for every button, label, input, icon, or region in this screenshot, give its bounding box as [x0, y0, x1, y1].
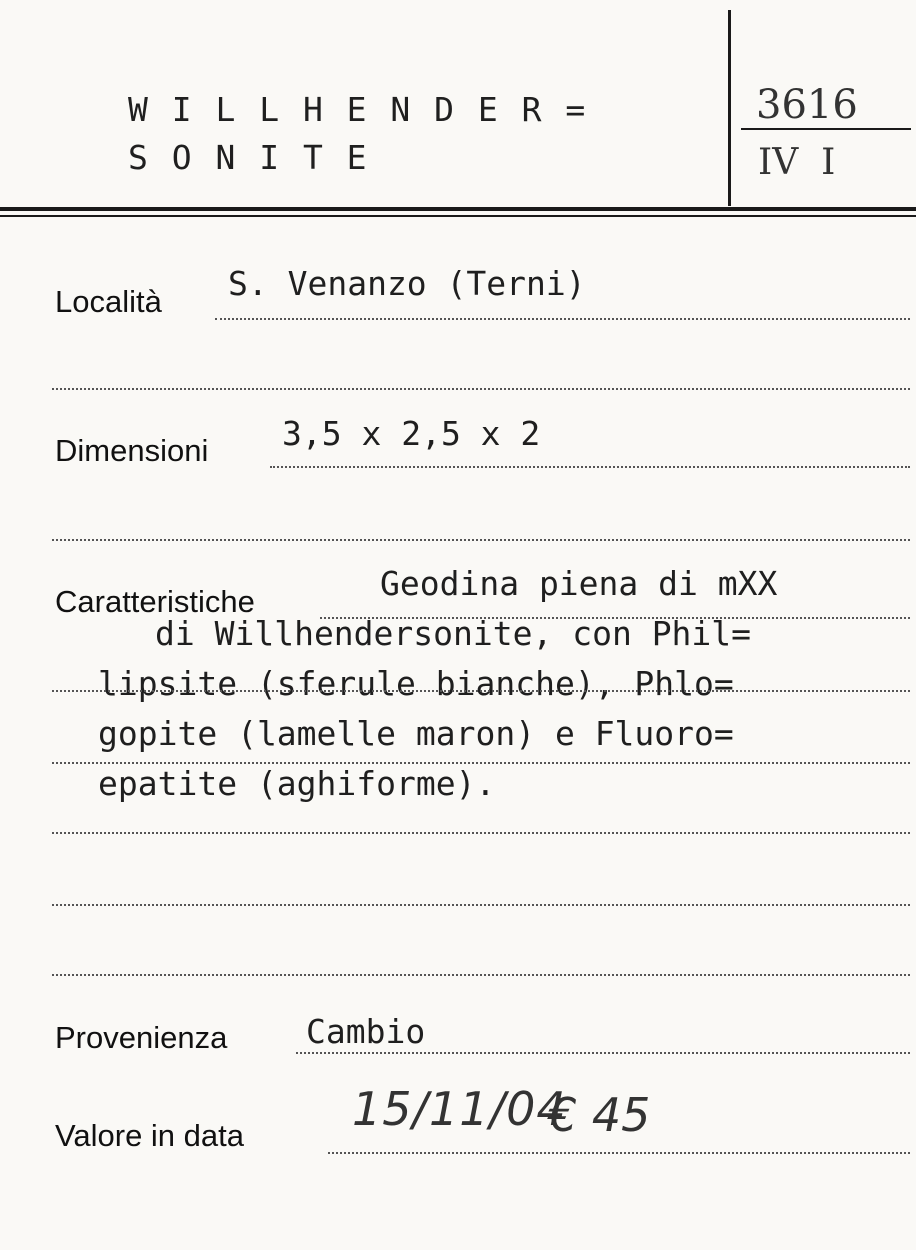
provenienza-value: Cambio	[306, 1012, 426, 1051]
dimensioni-label: Dimensioni	[55, 433, 209, 468]
caratteristiche-line-4: gopite (lamelle maron) e Fluoro=	[98, 714, 734, 753]
provenienza-label: Provenienza	[55, 1020, 228, 1055]
caratteristiche-line-2: di Willhendersonite, con Phil=	[155, 614, 752, 653]
caratteristiche-line-5: epatite (aghiforme).	[98, 764, 496, 803]
localita-value: S. Venanzo (Terni)	[228, 264, 586, 303]
caratteristiche-dots-5	[52, 904, 910, 906]
valore-date: 15/11/04	[352, 1082, 567, 1136]
header-rule-bottom	[0, 215, 916, 217]
caratteristiche-dots-6	[52, 974, 910, 976]
localita-line	[215, 318, 910, 320]
mineral-name-line1: W I L L H E N D E R =	[128, 90, 588, 129]
valore-label: Valore in data	[55, 1118, 244, 1153]
header-divider	[728, 10, 731, 206]
localita-line-2	[52, 388, 910, 390]
dimensioni-line	[270, 466, 910, 468]
valore-line	[328, 1152, 910, 1154]
caratteristiche-label: Caratteristiche	[55, 584, 255, 619]
caratteristiche-dots-4	[52, 832, 910, 834]
catalog-code: IV I	[758, 142, 836, 183]
caratteristiche-line-1: Geodina piena di mXX	[380, 564, 778, 603]
caratteristiche-line-3: lipsite (sferule bianche), Phlo=	[98, 664, 734, 703]
caratteristiche-dots-1	[320, 617, 910, 619]
catalog-number-underline	[741, 128, 911, 130]
dimensioni-value: 3,5 x 2,5 x 2	[282, 414, 541, 453]
header-rule-top	[0, 207, 916, 211]
catalog-number: 3616	[756, 82, 858, 128]
dimensioni-line-2	[52, 539, 910, 541]
mineral-name-line2: S O N I T E	[128, 138, 369, 177]
localita-label: Località	[55, 284, 162, 319]
caratteristiche-dots-2	[52, 690, 910, 692]
valore-amount: € 45	[548, 1088, 651, 1142]
provenienza-line	[296, 1052, 910, 1054]
